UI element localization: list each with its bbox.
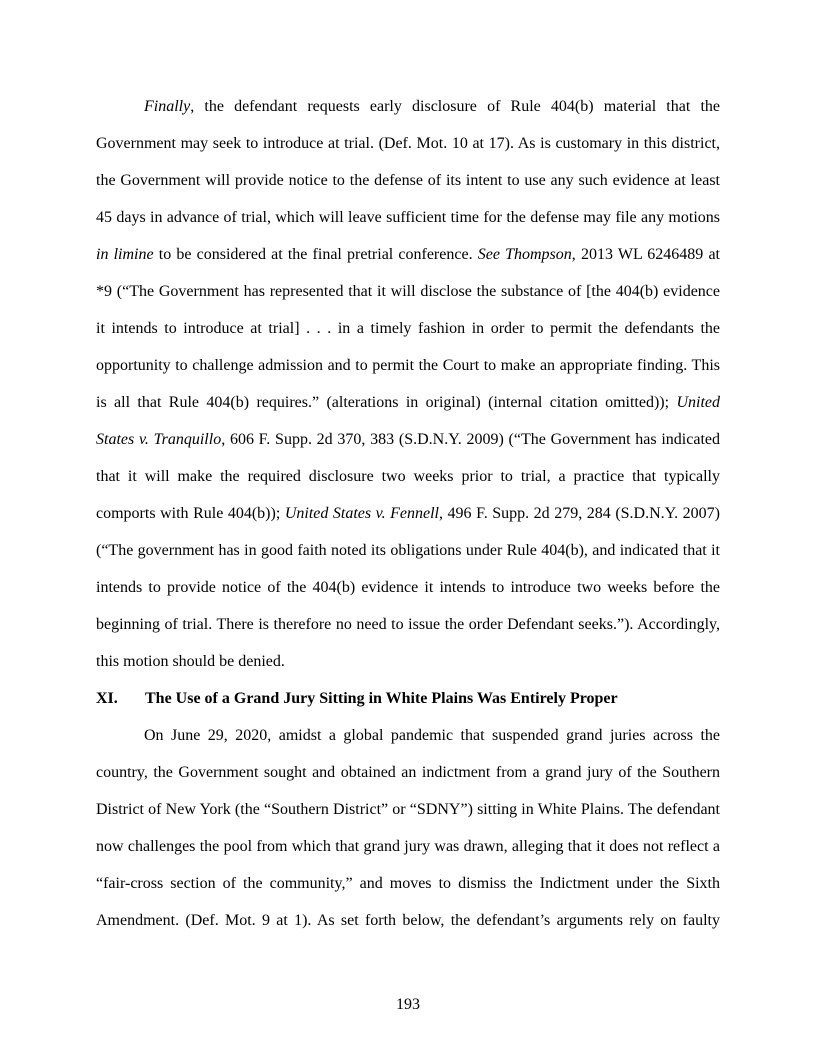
- text-segment: United States v. Fennell: [284, 505, 439, 522]
- section-number: XI.: [96, 690, 118, 707]
- paragraph-grand-jury-white-plains: [96, 717, 720, 939]
- text-segment: to be considered at the final pretrial conference.: [153, 246, 478, 263]
- text-segment: , 2013 WL 6246489 at *9 (“The Government has represented that it will disclose the substance of [the 404(b) evidence it intends to introduce at trial] . . . in a timely fashion in order to permit the defendants the opportunity to challenge admission and to permit the Court to make an appropriate finding. This is all that Rule 404(b) requires.” (alterations in original) (internal citation omitted));: [96, 246, 721, 411]
- text-segment: On June 29, 2020, amidst a global pandemic that suspended grand juries across the country, the Government sought and obtained an indictment from a grand jury of the Southern District of New York (the “Southern District” or “SDNY”) sitting in White Plains. The defendant now challenges the pool from which that grand jury was drawn, alleging that it does not reflect a “fair-cross section of the community,” and moves to dismiss the Indictment under the Sixth Amendment. (Def. Mot. 9 at 1). As set forth below, the defendant’s arguments rely on faulty: [96, 727, 720, 929]
- paragraph-rule-404b-disclosure: [96, 88, 720, 680]
- text-segment: Finally: [144, 98, 191, 115]
- text-segment: , 496 F. Supp. 2d 279, 284 (S.D.N.Y. 2007) (“The government has in good faith noted its obligations under Rule 404(b), and indicated that it intends to provide notice of the 404(b) evidence it intends to introduce two weeks before the beginning of trial. There is therefore no need to issue the order Defendant seeks.”). Accordingly, this motion should be denied.: [96, 505, 721, 670]
- text-segment: in limine: [96, 246, 154, 263]
- text-segment: See Thompson: [477, 246, 572, 263]
- section-title: The Use of a Grand Jury Sitting in White Plains Was Entirely Proper: [145, 690, 618, 707]
- text-segment: , 606 F. Supp. 2d 370, 383 (S.D.N.Y. 2009) (“The Government has indicated that it will make the required disclosure two weeks prior to trial, a practice that typically comports with Rule 404(b));: [96, 431, 721, 522]
- text-segment: , the defendant requests early disclosure of Rule 404(b) material that the Government may seek to introduce at trial. (Def. Mot. 10 at 17). As is customary in this district, the Government will provide notice to the defense of its intent to use any such evidence at least 45 days in advance of trial, which will leave sufficient time for the defense may file any motions: [96, 98, 720, 226]
- text-segment: United States v. Tranquillo: [96, 394, 720, 448]
- document-body: [96, 88, 720, 939]
- section-heading: [96, 680, 720, 717]
- page-number: 193: [396, 996, 420, 1013]
